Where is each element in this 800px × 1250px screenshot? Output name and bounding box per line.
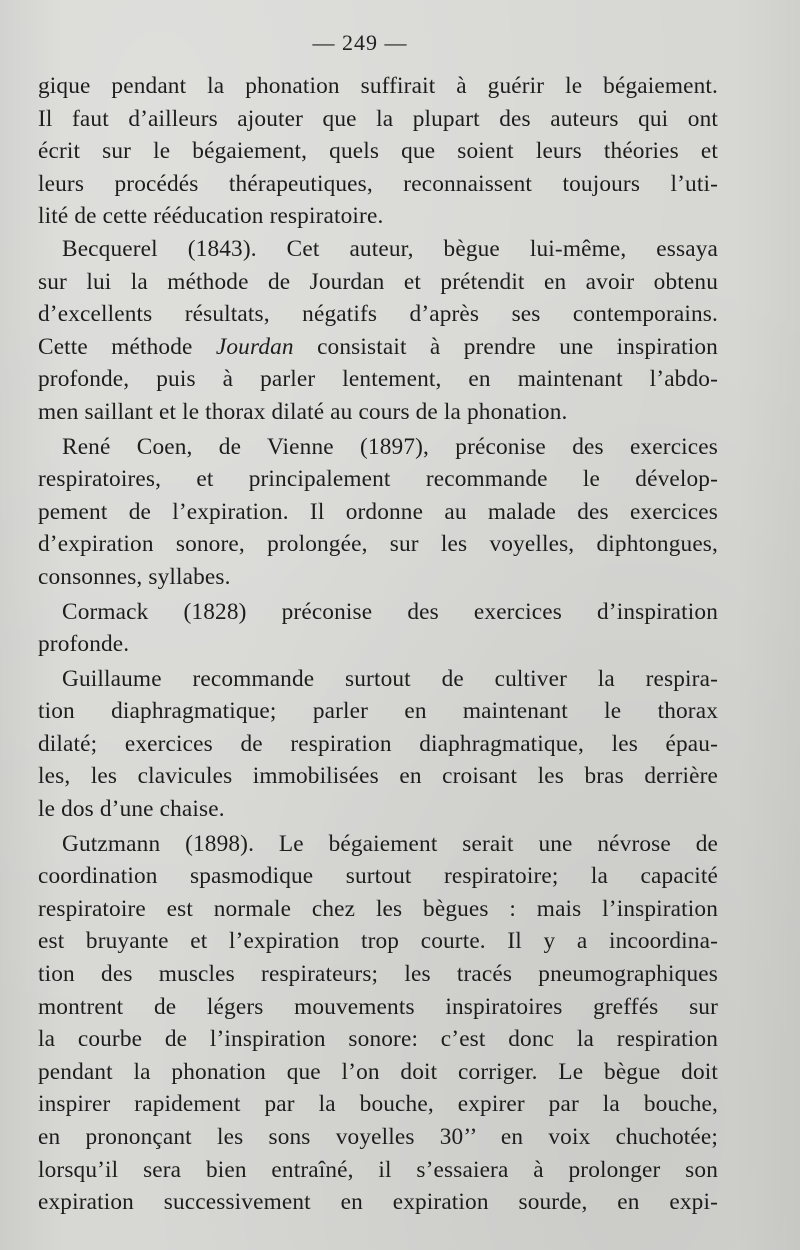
paragraph-continuation	[38, 70, 718, 233]
text-line: dilaté; exercices de respiration diaphragmatique, les épau-	[38, 730, 718, 757]
text-line: men saillant et le thorax dilaté au cours de la phonation.	[38, 398, 568, 425]
text-line: respiratoire est normale chez les bègues : mais l’inspiration	[38, 895, 718, 922]
text-line: le dos d’une chaise.	[38, 796, 225, 823]
text-line: en prononçant les sons voyelles 30’’ en voix chuchotée;	[38, 1124, 718, 1150]
paragraph-rene-coen	[38, 431, 718, 594]
page-number: — 249 —	[312, 30, 408, 55]
text-line: sur lui la méthode de Jourdan et prétendit en avoir obtenu	[38, 268, 718, 295]
text-line: leurs procédés thérapeutiques, reconnaissent toujours l’uti-	[38, 170, 718, 197]
text-line: les, les clavicules immobilisées en croisant les bras derrière	[38, 763, 718, 790]
text-line: tion des muscles respirateurs; les tracés pneumographiques	[38, 961, 718, 988]
text-line: Il faut d’ailleurs ajouter que la plupart des auteurs qui ont	[38, 105, 718, 132]
text-line: lorsqu’il sera bien entraîné, il s’essaiera à prolonger son	[38, 1156, 718, 1183]
italic-name-jourdan: Jourdan	[215, 333, 294, 360]
text-line: René Coen, de Vienne (1897), préconise des exercices	[62, 433, 718, 460]
text-fragment: consistait à prendre une inspiration	[317, 333, 718, 360]
text-line-with-italic	[38, 331, 718, 364]
text-line: coordination spasmodique surtout respiratoire; la capacité	[38, 863, 718, 890]
text-line: montrent de légers mouvements inspiratoires greffés sur	[38, 993, 718, 1020]
body-text	[38, 70, 718, 1219]
text-line: d’excellents résultats, négatifs d’après ses contemporains.	[38, 301, 718, 328]
text-line: expiration successivement en expiration sourde, en expi-	[38, 1189, 718, 1216]
text-line: Becquerel (1843). Cet auteur, bègue lui-même, essaya	[62, 235, 718, 262]
text-line: inspirer rapidement par la bouche, expirer par la bouche,	[38, 1091, 718, 1118]
text-line: est bruyante et l’expiration trop courte. Il y a incoordina-	[38, 928, 718, 955]
text-line: Guillaume recommande surtout de cultiver la respira-	[62, 665, 718, 692]
text-line: Gutzmann (1898). Le bégaiement serait une névrose de	[62, 830, 718, 857]
paragraph-cormack	[38, 596, 718, 661]
text-line: consonnes, syllabes.	[38, 563, 231, 590]
text-line: gique pendant la phonation suffirait à guérir le bégaiement.	[38, 73, 718, 99]
paragraph-gutzmann	[38, 828, 718, 1219]
text-line: d’expiration sonore, prolongée, sur les voyelles, diphtongues,	[38, 531, 718, 558]
text-line: profonde, puis à parler lentement, en maintenant l’abdo-	[38, 366, 718, 393]
text-line: lité de cette rééducation respiratoire.	[38, 203, 384, 230]
text-line: pendant la phonation que l’on doit corriger. Le bègue doit	[38, 1058, 718, 1085]
text-line: écrit sur le bégaiement, quels que soient leurs théories et	[38, 138, 718, 165]
text-line: Cormack (1828) préconise des exercices d’inspiration	[62, 598, 718, 625]
text-fragment: Cette méthode	[38, 333, 193, 360]
text-line: tion diaphragmatique; parler en maintenant le thorax	[38, 698, 718, 725]
text-line: la courbe de l’inspiration sonore: c’est donc la respiration	[38, 1026, 718, 1053]
paragraph-becquerel	[38, 233, 718, 429]
text-line: respiratoires, et principalement recommande le dévelop-	[38, 466, 718, 493]
text-line: pement de l’expiration. Il ordonne au malade des exercices	[38, 498, 718, 525]
text-line: profonde.	[38, 631, 130, 658]
paragraph-guillaume	[38, 663, 718, 826]
